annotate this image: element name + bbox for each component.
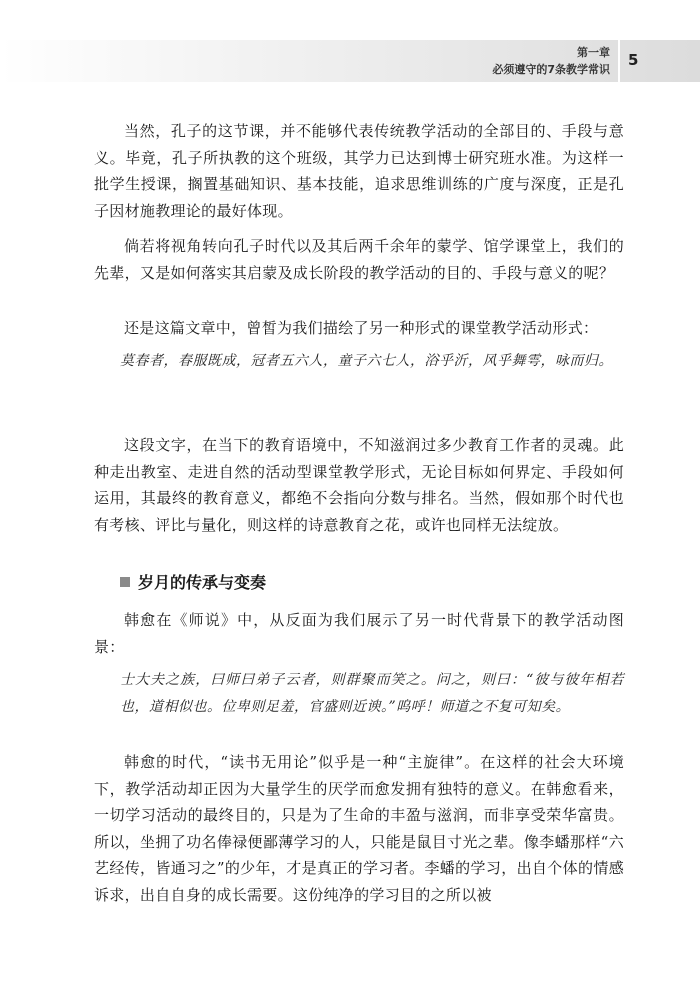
chapter-label: 第一章 bbox=[577, 46, 610, 59]
quote-2: 士大夫之族，曰师曰弟子云者，则群聚而笑之。问之，则曰：“彼与彼年相若也，道相似也。位卑则足羞，官盛则近谀。”呜呼！师道之不复可知矣。 bbox=[120, 672, 624, 715]
section-heading-text: 岁月的传承与变奏 bbox=[138, 573, 267, 592]
book-title: 必须遵守的7条教学常识 bbox=[492, 63, 610, 76]
paragraph-4: 这段文字，在当下的教育语境中，不知滋润过多少教育工作者的灵魂。此种走出教室、走进自然的活动型课堂教学形式，无论目标如何界定、手段如何运用，其最终的教育意义，都绝不会指向分数与排名。当然，假如那个时代也有考核、评比与量化，则这样的诗意教育之花，或许也同样无法绽放。 bbox=[94, 436, 624, 534]
paragraph-1: 当然，孔子的这节课，并不能够代表传统教学活动的全部目的、手段与意义。毕竟，孔子所执教的这个班级，其学力已达到博士研究班水准。为这样一批学生授课，搁置基础知识、基本技能，追求思维训练的广度与深度，正是孔子因材施教理论的最好体现。 bbox=[94, 122, 624, 220]
paragraph-3: 还是这篇文章中，曾皙为我们描绘了另一种形式的课堂教学活动形式： bbox=[124, 319, 599, 337]
paragraph-5: 韩愈在《师说》中，从反面为我们展示了另一时代背景下的教学活动图景： bbox=[94, 611, 624, 656]
square-bullet-icon bbox=[120, 577, 130, 587]
quote-1: 莫春者，春服既成，冠者五六人，童子六七人，浴乎沂，风乎舞雩，咏而归。 bbox=[120, 353, 613, 369]
page-number: 5 bbox=[628, 51, 639, 69]
section-heading bbox=[120, 570, 266, 593]
header-divider bbox=[618, 40, 620, 82]
paragraph-6: 韩愈的时代，“读书无用论”似乎是一种“主旋律”。在这样的社会大环境下，教学活动却正因为大量学生的厌学而愈发拥有独特的意义。在韩愈看来，一切学习活动的最终目的，只是为了生命的丰盈与滋润，而非享受荣华富贵。所以，坐拥了功名俸禄便鄙薄学习的人，只能是鼠目寸光之辈。像李蟠那样“六艺经传，皆通习之”的少年，才是真正的学习者。李蟠的学习，出自个体的情感诉求，出自自身的成长需要。这份纯净的学习目的之所以被 bbox=[94, 753, 624, 904]
paragraph-2: 倘若将视角转向孔子时代以及其后两千余年的蒙学、馆学课堂上，我们的先辈，又是如何落实其启蒙及成长阶段的教学活动的目的、手段与意义的呢？ bbox=[94, 237, 624, 282]
